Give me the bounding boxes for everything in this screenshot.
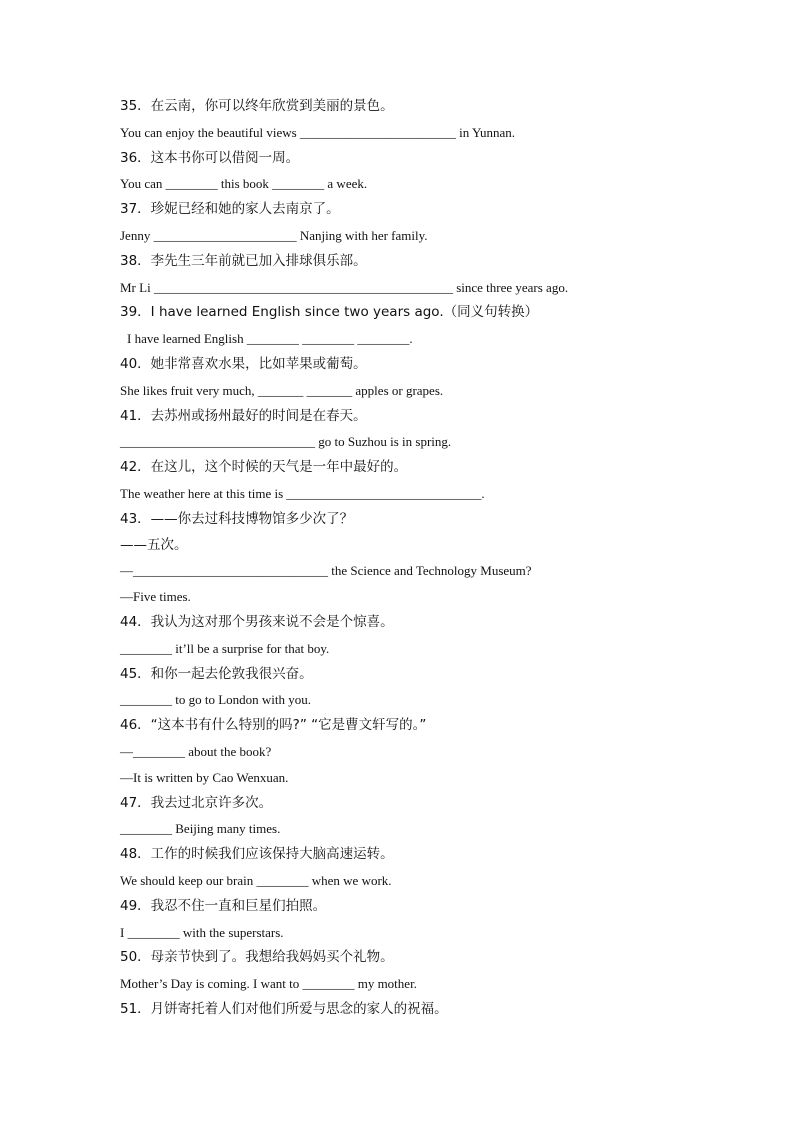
question-prompt: 45．和你一起去伦敦我很兴奋。 (120, 665, 313, 682)
question-prompt: 43．——你去过科技博物馆多少次了？ (120, 510, 354, 527)
exercise-list (120, 94, 660, 1023)
question-prompt: 50．母亲节快到了。我想给我妈妈买个礼物。 (120, 949, 394, 966)
question-prompt: ——五次。 (120, 536, 188, 553)
answer-line: —________ about the book? (120, 743, 272, 759)
answer-line: ______________________________ go to Suzhou is in spring. (120, 434, 452, 450)
answer-line: The weather here at this time is ______________________________. (120, 485, 485, 501)
question-prompt: 35．在云南，你可以终年欣赏到美丽的景色。 (120, 98, 394, 114)
answer-line: ________ it’ll be a surprise for that boy. (120, 640, 330, 656)
question-prompt: 39．I have learned English since two years ago.（同义句转换） (120, 304, 539, 321)
question-prompt: 46．“这本书有什么特别的吗?” “它是曹文轩写的。” (120, 717, 427, 734)
question-prompt: 40．她非常喜欢水果，比如苹果或葡萄。 (120, 355, 367, 372)
answer-line: Mr Li ______________________________________________ since three years ago. (120, 279, 569, 295)
answer-line: We should keep our brain ________ when we work. (120, 872, 392, 888)
answer-line: ________ to go to London with you. (120, 692, 312, 708)
answer-line: You can enjoy the beautiful views ________________________ in Yunnan. (120, 124, 516, 140)
question-prompt: 38．李先生三年前就已加入排球俱乐部。 (120, 252, 367, 269)
question-prompt: 44．我认为这对那个男孩来说不会是个惊喜。 (120, 613, 394, 630)
question-prompt: 42．在这儿，这个时候的天气是一年中最好的。 (120, 459, 408, 476)
answer-line: I ________ with the superstars. (120, 924, 284, 940)
answer-line: Jenny ______________________ Nanjing with her family. (120, 227, 428, 243)
answer-line: ________ Beijing many times. (120, 821, 281, 837)
question-prompt: 48．工作的时候我们应该保持大脑高速运转。 (120, 846, 394, 863)
question-prompt: 41．去苏州或扬州最好的时间是在春天。 (120, 407, 367, 424)
answer-line: —It is written by Cao Wenxuan. (120, 769, 289, 785)
question-prompt: 49．我忍不住一直和巨星们拍照。 (120, 897, 327, 914)
question-prompt: 47．我去过北京许多次。 (120, 794, 273, 811)
question-prompt: 37．珍妮已经和她的家人去南京了。 (120, 201, 340, 218)
answer-line: She likes fruit very much, _______ _______ apples or grapes. (120, 382, 444, 398)
answer-line: Mother’s Day is coming. I want to ________ my mother. (120, 976, 417, 992)
answer-line: —Five times. (120, 589, 191, 605)
answer-line: —______________________________ the Science and Technology Museum? (120, 563, 532, 579)
question-prompt: 51．月饼寄托着人们对他们所爱与思念的家人的祝福。 (120, 1000, 448, 1017)
answer-line: I have learned English ________ ________ ________. (127, 331, 413, 347)
answer-line: You can ________ this book ________ a week. (120, 176, 368, 192)
question-prompt: 36．这本书你可以借阅一周。 (120, 149, 300, 166)
